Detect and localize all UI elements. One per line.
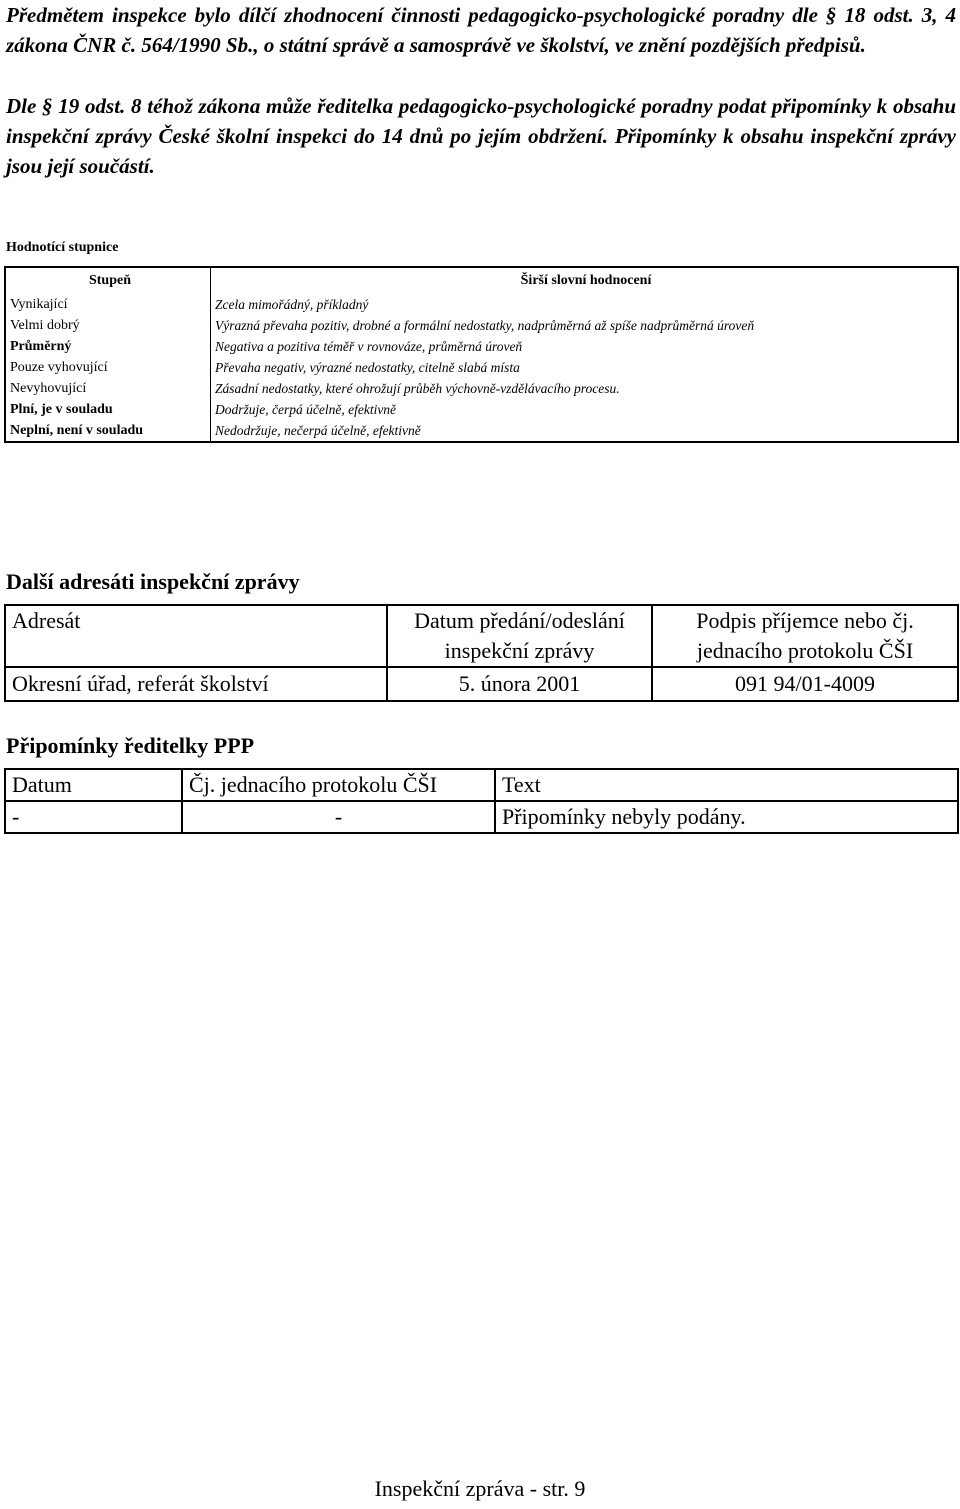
header-reference: Čj. jednacího protokolu ČŠI: [182, 769, 495, 801]
grade-cell: Plní, je v souladu: [5, 399, 211, 420]
grade-cell: Velmi dobrý: [5, 315, 211, 336]
intro-paragraph-1: Předmětem inspekce bylo dílčí zhodnocení činnosti pedagogicko-psychologické poradny dle § 18 odst. 3, 4 zákona ČNR č. 564/1990 Sb., o státní správě a samosprávě ve školství, ve znění pozdějších předpisů.: [6, 3, 956, 57]
description-cell: Výrazná převaha pozitiv, drobné a formální nedostatky, nadprůměrná až spíše nadprůměrná úroveň: [215, 317, 755, 333]
grade-cell: Vynikající: [5, 294, 211, 315]
header-date: Datum: [5, 769, 182, 801]
header-date: Datum předání/odeslání inspekční zprávy: [387, 605, 652, 667]
addressees-title: Další adresáti inspekční zprávy: [6, 569, 300, 594]
table-header-row: [5, 769, 958, 801]
table-row: [5, 420, 958, 442]
table-row: [5, 667, 958, 701]
addressee-cell: Okresní úřad, referát školství: [5, 667, 387, 701]
date-cell: -: [5, 801, 182, 833]
description-cell: Negativa a pozitiva téměř v rovnováze, průměrná úroveň: [215, 338, 523, 354]
comments-table: [4, 768, 959, 834]
comments-title: Připomínky ředitelky PPP: [6, 733, 255, 758]
table-header-row: [5, 267, 958, 294]
table-header-description: Širší slovní hodnocení: [520, 273, 652, 288]
grade-cell: Průměrný: [5, 336, 211, 357]
description-cell: Převaha negativ, výrazné nedostatky, citelně slabá místa: [215, 359, 520, 375]
addressees-table: [4, 604, 959, 702]
grading-scale-table: [4, 266, 959, 443]
intro-paragraph-2: Dle § 19 odst. 8 téhož zákona může ředitelka pedagogicko-psychologické poradny podat připomínky k obsahu inspekční zprávy České školní inspekci do 14 dnů po jejím obdržení. Připomínky k obsahu inspekční zprávy jsou její součástí.: [6, 94, 956, 178]
table-row: [5, 357, 958, 378]
grade-cell: Pouze vyhovující: [5, 357, 211, 378]
header-addressee: Adresát: [5, 605, 387, 667]
description-cell: Nedodržuje, nečerpá účelně, efektivně: [215, 422, 421, 438]
reference-cell: -: [182, 801, 495, 833]
table-header-row: [5, 605, 958, 667]
table-row: [5, 294, 958, 315]
table-row: [5, 315, 958, 336]
page-footer: Inspekční zpráva - str. 9: [374, 1476, 586, 1501]
table-row: [5, 801, 958, 833]
signature-cell: 091 94/01-4009: [652, 667, 958, 701]
date-cell: 5. února 2001: [387, 667, 652, 701]
grade-cell: Neplní, není v souladu: [5, 420, 211, 442]
table-row: [5, 378, 958, 399]
description-cell: Zcela mimořádný, příkladný: [215, 296, 369, 312]
table-row: [5, 399, 958, 420]
table-row: [5, 336, 958, 357]
grade-cell: Nevyhovující: [5, 378, 211, 399]
scale-title: Hodnotící stupnice: [6, 240, 119, 255]
header-text: Text: [495, 769, 958, 801]
table-header-grade: Stupeň: [5, 267, 211, 294]
description-cell: Dodržuje, čerpá účelně, efektivně: [215, 401, 397, 417]
description-cell: Zásadní nedostatky, které ohrožují průběh výchovně-vzdělávacího procesu.: [215, 380, 620, 396]
text-cell: Připomínky nebyly podány.: [495, 801, 958, 833]
header-signature: Podpis příjemce nebo čj. jednacího protokolu ČŠI: [652, 605, 958, 667]
